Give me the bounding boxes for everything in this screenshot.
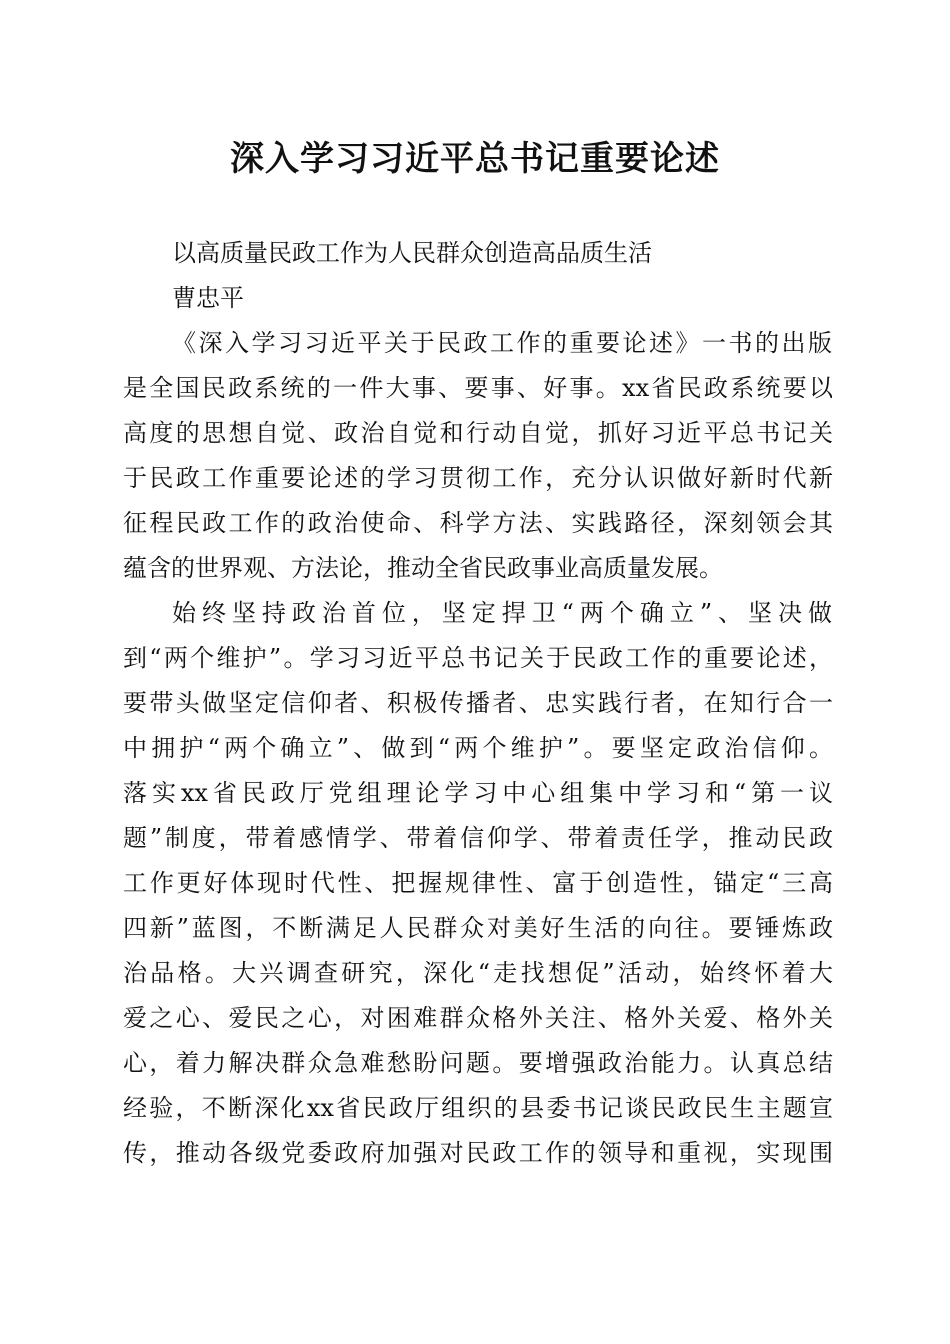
document-title: 深入学习习近平总书记重要论述: [230, 139, 720, 179]
paragraph-line: 题”制度，带着感情学、带着信仰学、带着责任学，推动民政: [123, 824, 833, 852]
paragraph-line: 传，推动各级党委政府加强对民政工作的领导和重视，实现围: [123, 1139, 833, 1167]
paragraph-line: 要带头做坚定信仰者、积极传播者、忠实践行者，在知行合一: [123, 689, 833, 717]
paragraph-line: 爱之心、爱民之心，对困难群众格外关注、格外关爱、格外关: [123, 1004, 833, 1032]
paragraph-line: 经验，不断深化xx省民政厅组织的县委书记谈民政民生主题宣: [123, 1094, 833, 1122]
paragraph-line: 工作更好体现时代性、把握规律性、富于创造性，锚定“三高: [123, 869, 833, 897]
paragraph-line: 心，着力解决群众急难愁盼问题。要增强政治能力。认真总结: [123, 1049, 833, 1077]
paragraph-line: 落实xx省民政厅党组理论学习中心组集中学习和“第一议: [123, 779, 833, 807]
paragraph-line: 到“两个维护”。学习习近平总书记关于民政工作的重要论述，: [123, 644, 833, 672]
paragraph-line: 中拥护“两个确立”、做到“两个维护”。要坚定政治信仰。: [123, 734, 833, 762]
paragraph-line: 征程民政工作的政治使命、科学方法、实践路径，深刻领会其: [123, 509, 833, 537]
paragraph-line: 高度的思想自觉、政治自觉和行动自觉，抓好习近平总书记关: [123, 419, 833, 447]
paragraph-line: 于民政工作重要论述的学习贯彻工作，充分认识做好新时代新: [123, 464, 833, 492]
paragraph-line: 治品格。大兴调查研究，深化“走找想促”活动，始终怀着大: [123, 959, 833, 987]
paragraph-line: 始终坚持政治首位，坚定捍卫“两个确立”、坚决做: [172, 599, 832, 627]
paragraph-line: 是全国民政系统的一件大事、要事、好事。xx省民政系统要以: [123, 374, 833, 402]
paragraph-line: 四新”蓝图，不断满足人民群众对美好生活的向往。要锤炼政: [123, 914, 833, 942]
document-subtitle: 以高质量民政工作为人民群众创造高品质生活: [172, 239, 652, 267]
paragraph-line: 《深入学习习近平关于民政工作的重要论述》一书的出版: [172, 329, 832, 357]
paragraph-line: 蕴含的世界观、方法论，推动全省民政事业高质量发展。: [123, 554, 723, 582]
document-author: 曹忠平: [172, 284, 244, 312]
